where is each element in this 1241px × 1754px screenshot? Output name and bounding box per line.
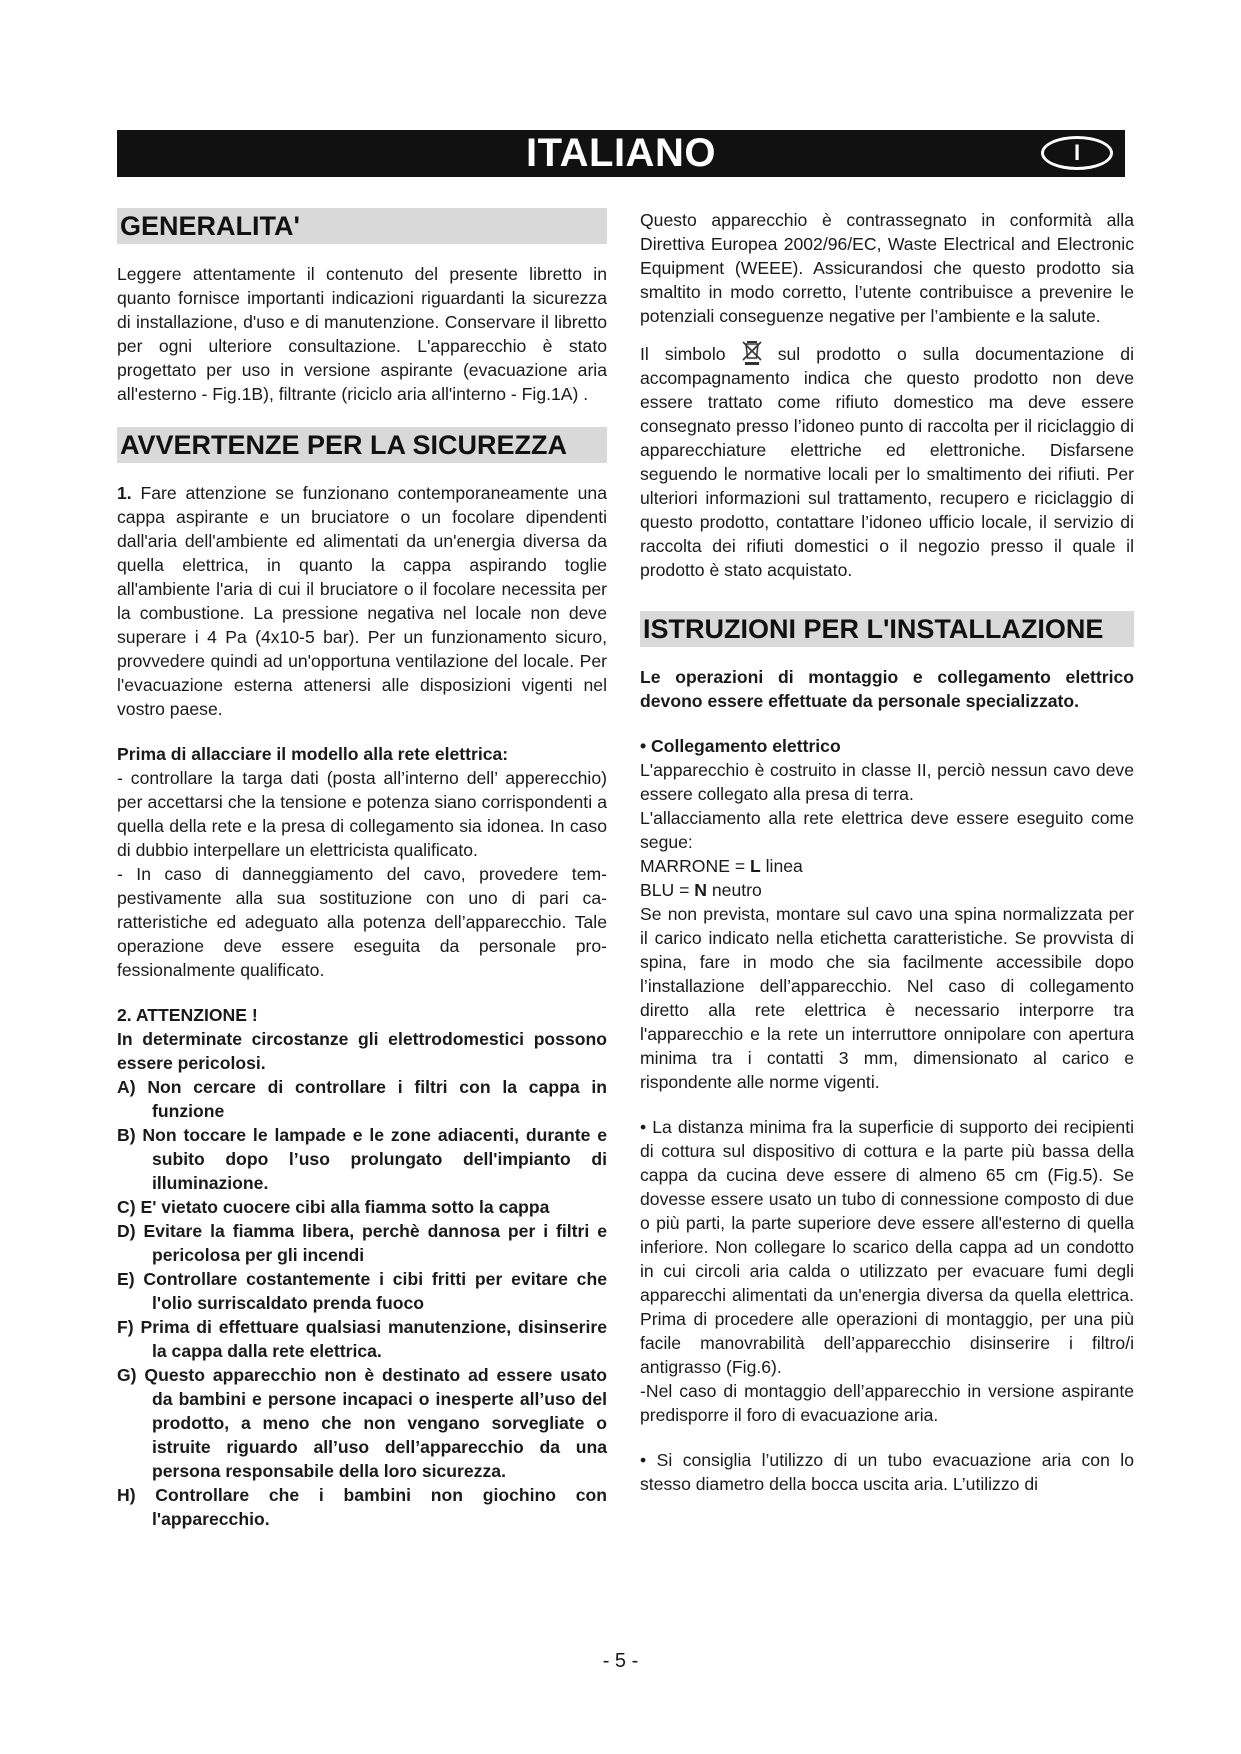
consiglia-paragraph: • Si consiglia l’utilizzo di un tubo evacuazione aria con lo stesso diametro della bocca uscita aria. L’utilizzo di — [640, 1450, 1134, 1494]
attenzione-item-f: F) Prima di effettuare qualsiasi manutenzione, disinserire la cappa dalla rete elettrica. — [117, 1317, 607, 1361]
language-banner — [117, 130, 1125, 177]
collegamento-paragraph-2: L'allacciamento alla rete elettrica deve essere eseguito come segue: — [640, 808, 1134, 852]
marrone-line — [640, 854, 1134, 878]
language-badge: I — [1041, 136, 1113, 170]
marrone-word: linea — [760, 856, 803, 876]
montaggio-paragraph: -Nel caso di montaggio dell’apparecchio in versione aspirante predisporre il foro di evacuazione aria. — [640, 1381, 1134, 1425]
marrone-letter: L — [749, 856, 761, 876]
blu-label: BLU = — [640, 880, 695, 900]
weee-paragraph-2 — [640, 340, 1134, 582]
attenzione-item-e: E) Controllare costantemente i cibi fritti per evitare che l'olio surriscaldato prenda fuoco — [117, 1269, 607, 1313]
attenzione-item-d: D) Evitare la fiamma libera, perchè dannosa per i filtri e pericolosa per gli incendi — [117, 1221, 607, 1265]
banner-title: ITALIANO — [526, 131, 716, 175]
item-1-text: Fare attenzione se funzionano contemporaneamente una cappa aspirante e un bruciatore o un focolare dipendenti dall'aria dell'ambiente ed alimentati da un'energia diversa da quella elettrica, in quanto la cappa aspirando toglie all'ambiente l'aria di cui il bruciatore o il focolare necessita per la combustione. La pressione negativa nel locale non deve superare i 4 Pa (4x10-5 bar). Per un funzionamento sicuro, provvedere quindi ad un'opportuna ventilazione del locale. Per l'evacuazione esterna attenersi alle disposizioni vigenti nel vostro paese. — [117, 483, 607, 719]
prima-heading: Prima di allacciare il modello alla rete elettrica: — [117, 744, 509, 764]
generalita-heading: GENERALITA' — [117, 208, 607, 244]
prima-paragraph-2: - In caso di danneggiamento del cavo, provedere tem-pestivamente alla sua sostituzione con uno di pari ca-ratteristiche ed adeguato alla potenza dell’apparecchio. Tale operazione deve essere eseguita da personale pro-fessionalmente qualificato. — [117, 864, 607, 980]
blu-letter: N — [694, 880, 707, 900]
attenzione-item-a: A) Non cercare di controllare i filtri con la cappa in funzione — [117, 1077, 607, 1121]
istruzioni-heading: ISTRUZIONI PER L'INSTALLAZIONE — [640, 611, 1134, 647]
item-1-paragraph — [117, 481, 607, 721]
attenzione-heading: 2. ATTENZIONE ! — [117, 1005, 258, 1025]
generalita-paragraph: Leggere attentamente il contenuto del presente libretto in quanto fornisce importanti indicazioni riguardanti la sicurezza di installazione, d'uso e di manutenzione. Conservare il libretto per ogni ulteriore consultazione. L'apparecchio è stato progettato per uso in versione aspirante (evacuazione aria all'esterno - Fig.1B), filtrante (riciclo aria all'interno - Fig.1A) . — [117, 264, 607, 404]
item-1-number: 1. — [117, 483, 132, 503]
page-number: - 5 - — [602, 1650, 639, 1672]
attenzione-item-g: G) Questo apparecchio non è destinato ad essere usato da bambini e persone incapaci o inesperte all’uso del prodotto, a meno che non vengano sorvegliate o istruite riguardo all’uso dell’apparecchio da una persona responsabile della loro sicurezza. — [117, 1365, 607, 1481]
blu-line — [640, 878, 1134, 902]
prima-paragraph-1: - controllare la targa dati (posta all’interno dell’ apperecchio) per accettarsi che la tensione e potenza siano corrispondenti a quella della rete e la presa di collegamento sia idonea. In caso di dubbio interpellare un elettricista qualificato. — [117, 768, 607, 860]
blu-word: neutro — [707, 880, 762, 900]
left-column — [117, 208, 607, 1531]
marrone-label: MARRONE = — [640, 856, 750, 876]
istruzioni-bold-paragraph: Le operazioni di montaggio e collegamento elettrico devono essere effettuate da personale specializzato. — [640, 667, 1134, 711]
attenzione-item-b: B) Non toccare le lampade e le zone adiacenti, durante e subito dopo l’uso prolungato dell'impianto di illuminazione. — [117, 1125, 607, 1193]
weee-p2-start: Il simbolo — [640, 344, 726, 364]
attenzione-item-h: H) Controllare che i bambini non giochino con l'apparecchio. — [117, 1485, 607, 1529]
right-column — [640, 208, 1134, 1496]
sicurezza-heading: AVVERTENZE PER LA SICUREZZA — [117, 427, 607, 463]
weee-paragraph-1: Questo apparecchio è contrassegnato in conformità alla Direttiva Europea 2002/96/EC, Waste Electrical and Electronic Equipment (WEEE). Assicurandosi che questo prodotto sia smaltito in modo corretto, l’utente contribuisce a prevenire le potenziali conseguenze negative per l’ambiente e la salute. — [640, 210, 1134, 326]
distanza-paragraph: • La distanza minima fra la superficie di supporto dei recipienti di cottura sul dispositivo di cottura e la parte più bassa della cappa da cucina deve essere di almeno 65 cm (Fig.5). Se dovesse essere usato un tubo di connessione composto di due o più parti, la parte superiore deve essere all'esterno di quella inferiore. Non collegare lo scarico della cappa ad un condotto in cui circoli aria calda o utilizzato per evacuare fumi degli apparecchi alimentati da un'energia diversa da quella elettrica. Prima di procedere alle operazioni di montaggio, per una più facile manovrabilità dell’apparecchio disinserire i filtro/i antigrasso (Fig.6). — [640, 1117, 1134, 1377]
weee-p2-rest: sul prodotto o sulla documentazione di accompagnamento indica che questo prodotto non deve essere trattato come rifiuto domestico ma deve essere consegnato presso l’idoneo punto di raccolta per il riciclaggio di apparecchiature elettriche ed elettroniche. Disfarsene seguendo le normative locali per lo smaltimento dei rifiuti. Per ulteriori informazioni sul trattamento, recupero e riciclaggio di questo prodotto, contattare l’idoneo ufficio locale, il servizio di raccolta dei rifiuti domestici o il negozio presso il quale il prodotto è stato acquistato. — [640, 344, 1134, 580]
collegamento-paragraph-3: Se non prevista, montare sul cavo una spina normalizzata per il carico indicato nella etichetta caratteristiche. Se provvista di spina, fare in modo che sia facilmente accessibile dopo l’installazione dell’apparecchio. Nel caso di collegamento diretto alla rete elettrica è necessario interporre tra l'apparecchio e la rete un interruttore onnipolare con apertura minima tra i contatti 3 mm, dimensionato al carico e rispondente alle norme vigenti. — [640, 904, 1134, 1092]
collegamento-paragraph-1: L'apparecchio è costruito in classe II, perciò nessun cavo deve essere collegato alla presa di terra. — [640, 760, 1134, 804]
collegamento-heading: • Collegamento elettrico — [640, 736, 841, 756]
attenzione-item-c: C) E' vietato cuocere cibi alla fiamma sotto la cappa — [117, 1197, 550, 1217]
attenzione-intro: In determinate circostanze gli elettrodomestici possono essere pericolosi. — [117, 1029, 607, 1073]
crossed-bin-icon — [742, 340, 762, 366]
